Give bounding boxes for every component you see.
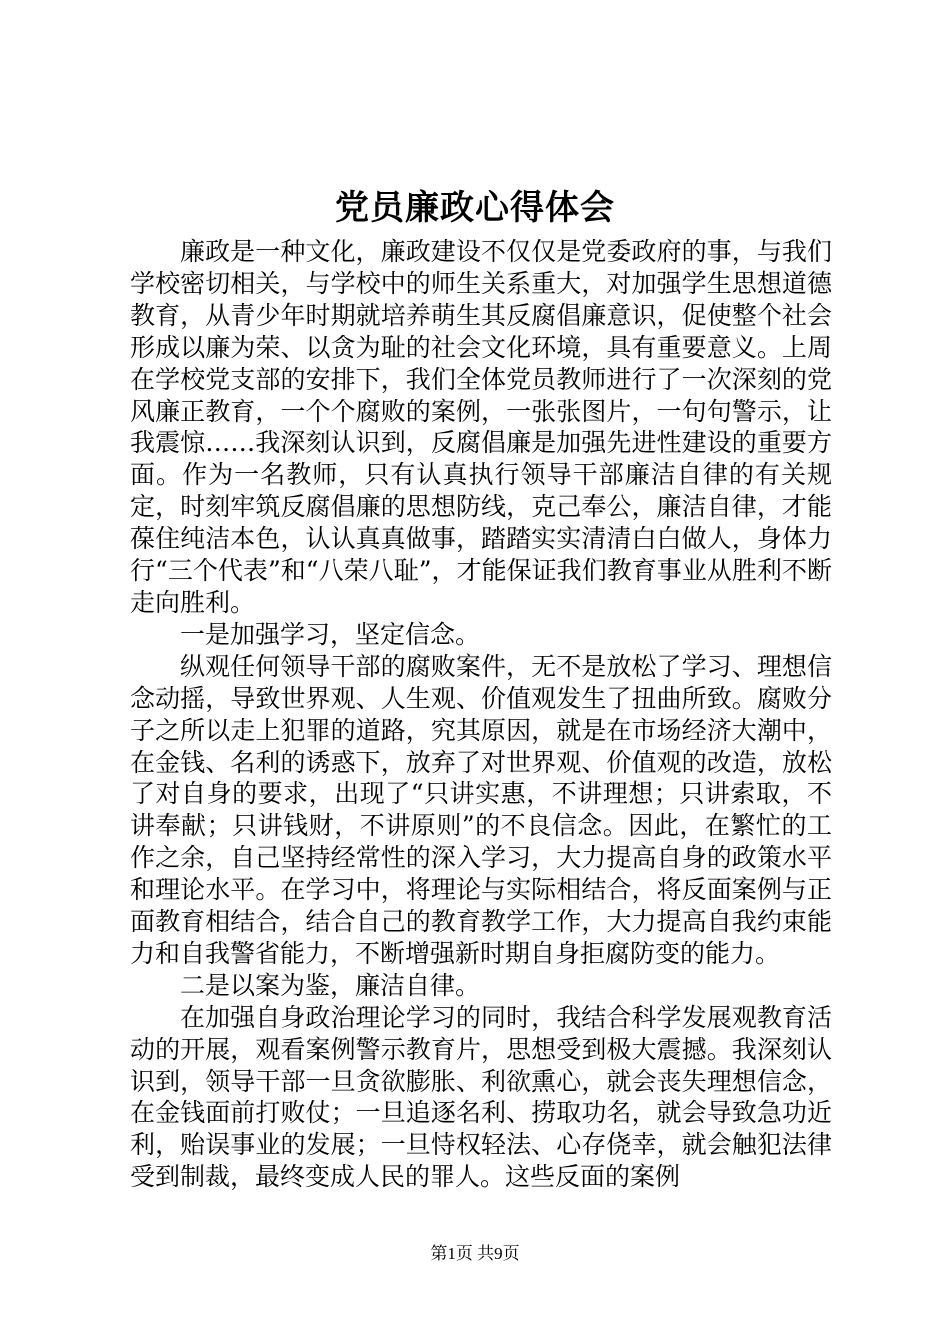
section-heading-1: 一是加强学习，坚定信念。 xyxy=(180,619,481,649)
paragraph-intro: 廉政是一种文化，廉政建设不仅仅是党委政府的事，与我们学校密切相关，与学校中的师生关系重大，对加强学生思想道德教育，从青少年时期就培养萌生其反腐倡廉意识，促使整个社会形成以廉为荣、以贪为耻的社会文化环境，具有重要意义。上周在学校党支部的安排下，我们全体党员教师进行了一次深刻的党风廉正教育，一个个腐败的案例，一张张图片，一句句警示，让我震惊……我深刻认识到，反腐倡廉是加强先进性建设的重要方面。作为一名教师，只有认真执行领导干部廉洁自律的有关规定，时刻牢筑反腐倡廉的思想防线，克己奉公，廉洁自律，才能葆住纯洁本色，认认真真做事，踏踏实实清清白白做人，身体力行“三个代表”和“八荣八耻”，才能保证我们教育事业从胜利不断走向胜利。 xyxy=(130,237,832,617)
section-heading-2: 二是以案为鉴，廉洁自律。 xyxy=(180,970,481,1000)
paragraph-section-2: 在加强自身政治理论学习的同时，我结合科学发展观教育活动的开展，观看案例警示教育片，思想受到极大震撼。我深刻认识到，领导干部一旦贪欲膨胀、利欲熏心，就会丧失理想信念，在金钱面前打败仗；一旦追逐名利、捞取功名，就会导致急功近利，贻误事业的发展；一旦恃权轻法、心存侥幸，就会触犯法律受到制裁，最终变成人民的罪人。这些反面的案例 xyxy=(130,1002,832,1192)
page-number-footer: 第1页 共9页 xyxy=(430,1244,520,1263)
document-body xyxy=(130,236,832,1193)
page-title: 党员廉政心得体会 xyxy=(335,188,615,228)
paragraph-section-1: 纵观任何领导干部的腐败案件，无不是放松了学习、理想信念动摇，导致世界观、人生观、价值观发生了扭曲所致。腐败分子之所以走上犯罪的道路，究其原因，就是在市场经济大潮中，在金钱、名利的诱惑下，放弃了对世界观、价值观的改造，放松了对自身的要求，出现了“只讲实惠，不讲理想；只讲索取，不讲奉献；只讲钱财，不讲原则”的不良信念。因此，在繁忙的工作之余，自己坚持经常性的深入学习，大力提高自身的政策水平和理论水平。在学习中，将理论与实际相结合，将反面案例与正面教育相结合，结合自己的教育教学工作，大力提高自我约束能力和自我警省能力，不断增强新时期自身拒腐防变的能力。 xyxy=(130,651,832,968)
